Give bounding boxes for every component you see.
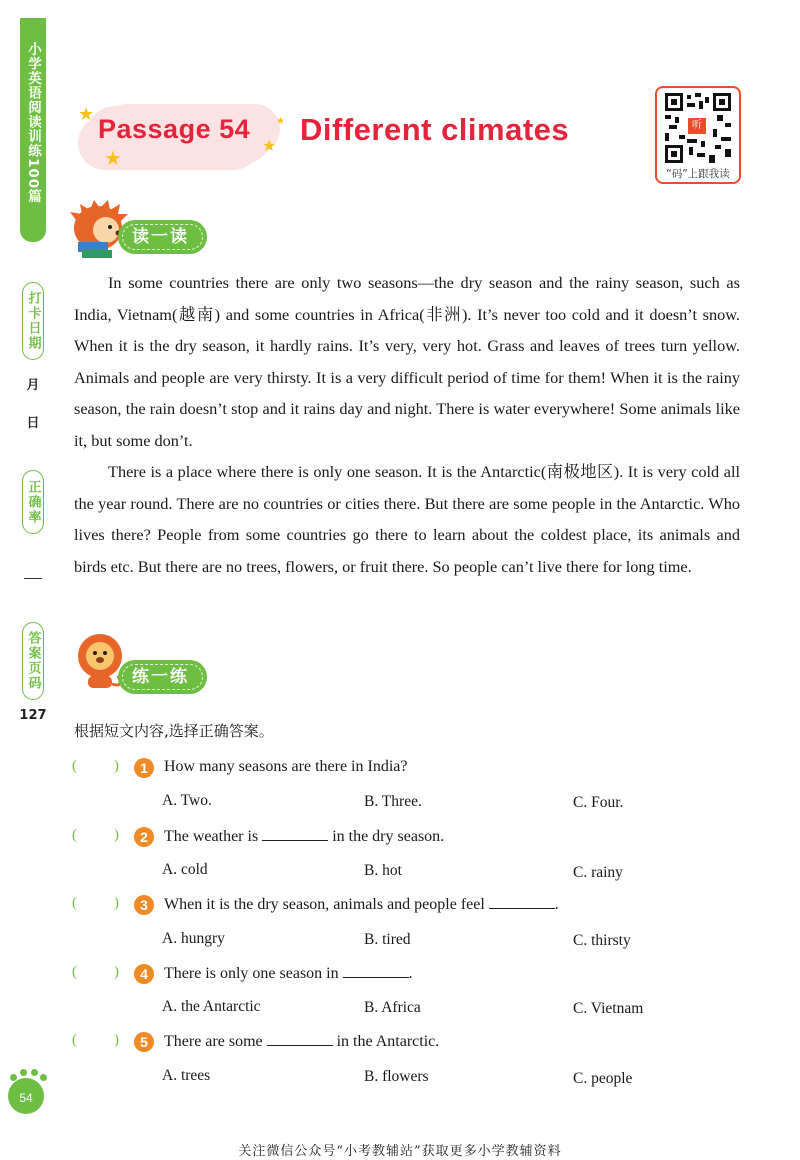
qr-caption: “码”上跟我读 (666, 168, 730, 180)
answer-bracket-right: ) (114, 1032, 119, 1048)
star-icon: ★ (104, 148, 122, 170)
option-b[interactable]: B. flowers (364, 1068, 429, 1085)
option-c[interactable]: C. thirsty (573, 932, 631, 949)
page-title: Different climates (300, 112, 570, 147)
star-icon: ★ (262, 138, 277, 155)
option-b[interactable]: B. Three. (364, 793, 422, 810)
answer-blank (343, 964, 409, 978)
option-b[interactable]: B. Africa (364, 999, 421, 1016)
answer-page-label: 答案页码 (22, 622, 44, 700)
passage-paragraph: There is a place where there is only one season. It is the Antarctic(南极地区). It is very cold all the year round. There are no countries or cities there. But there are some people in the Antarctic. Who lives there? People from some countries go there to learn about the coldest place, its animals and birds etc. But there are no trees, flowers, or fruit there. So people can’t live there for long time. (74, 462, 740, 576)
answer-page-number: 127 (19, 708, 47, 723)
passage-paragraph: In some countries there are only two seasons—the dry season and the rainy season, such as India, Vietnam(越南) and some countries in Africa(非洲). It’s never too cold and it doesn’t snow. When it is the dry season, it hardly rains. It’s very, very hot. Grass and leaves of trees turn yellow. Animals and people are very thirsty. It is a very difficult period of time for them! When it is the rainy season, the rain doesn’t stop and it rains day and night. There is water everywhere! Some animals like it, but some don’t. (74, 273, 740, 450)
star-icon: ★ (276, 116, 285, 127)
question-number: 4 (134, 964, 154, 984)
option-c[interactable]: C. Four. (573, 794, 624, 811)
answer-bracket-right: ) (114, 758, 119, 774)
answer-bracket-right: ) (114, 827, 119, 843)
question-text: There are some in the Antarctic. (164, 1033, 440, 1050)
option-a[interactable]: A. the Antarctic (162, 998, 261, 1015)
paw-decoration (40, 1074, 47, 1081)
option-a[interactable]: A. Two. (162, 792, 212, 809)
series-tab (20, 18, 46, 242)
option-c[interactable]: C. people (573, 1070, 633, 1087)
paw-decoration (20, 1069, 27, 1076)
instruction: 根据短文内容,选择正确答案。 (74, 722, 274, 740)
qr-code[interactable] (655, 86, 741, 184)
answer-blank (262, 827, 328, 841)
option-b[interactable]: B. tired (364, 931, 411, 948)
answer-bracket-left: ( (72, 964, 77, 980)
option-b[interactable]: B. hot (364, 862, 402, 879)
option-a[interactable]: A. cold (162, 861, 208, 878)
read-section-label: 读一读 (118, 220, 207, 254)
passage-text (74, 267, 740, 582)
month-label: 月 (26, 378, 40, 393)
question-text: When it is the dry season, animals and people feel . (164, 896, 559, 913)
question-text: The weather is in the dry season. (164, 828, 445, 845)
answer-bracket-left: ( (72, 827, 77, 843)
answer-bracket-left: ( (72, 1032, 77, 1048)
answer-blank (267, 1032, 333, 1046)
practice-section-label: 练一练 (118, 660, 207, 694)
star-icon: ★ (78, 104, 95, 124)
paw-decoration (31, 1069, 38, 1076)
option-c[interactable]: C. rainy (573, 864, 623, 881)
option-a[interactable]: A. trees (162, 1067, 211, 1084)
option-a[interactable]: A. hungry (162, 930, 225, 947)
answer-bracket-left: ( (72, 758, 77, 774)
answer-bracket-right: ) (114, 964, 119, 980)
answer-bracket-left: ( (72, 895, 77, 911)
answer-blank (489, 895, 555, 909)
checkin-date-label: 打卡日期 (22, 282, 44, 360)
day-label: 日 (26, 416, 40, 431)
question-number: 2 (134, 827, 154, 847)
series-title: 小学英语阅读训练100篇 (25, 42, 41, 204)
option-c[interactable]: C. Vietnam (573, 1000, 644, 1017)
footer-note: 关注微信公众号“小考教辅站”获取更多小学教辅资料 (238, 1144, 562, 1159)
question-number: 5 (134, 1032, 154, 1052)
question-number: 1 (134, 758, 154, 778)
accuracy-label: 正确率 (22, 470, 44, 534)
question-number: 3 (134, 895, 154, 915)
accuracy-blank (24, 578, 42, 579)
question-text: How many seasons are there in India? (164, 758, 408, 775)
qr-listen-label: 听 (688, 118, 706, 134)
question-text: There is only one season in . (164, 965, 413, 982)
page-number: 54 (8, 1078, 44, 1114)
answer-bracket-right: ) (114, 895, 119, 911)
passage-label: Passage 54 (98, 114, 251, 144)
